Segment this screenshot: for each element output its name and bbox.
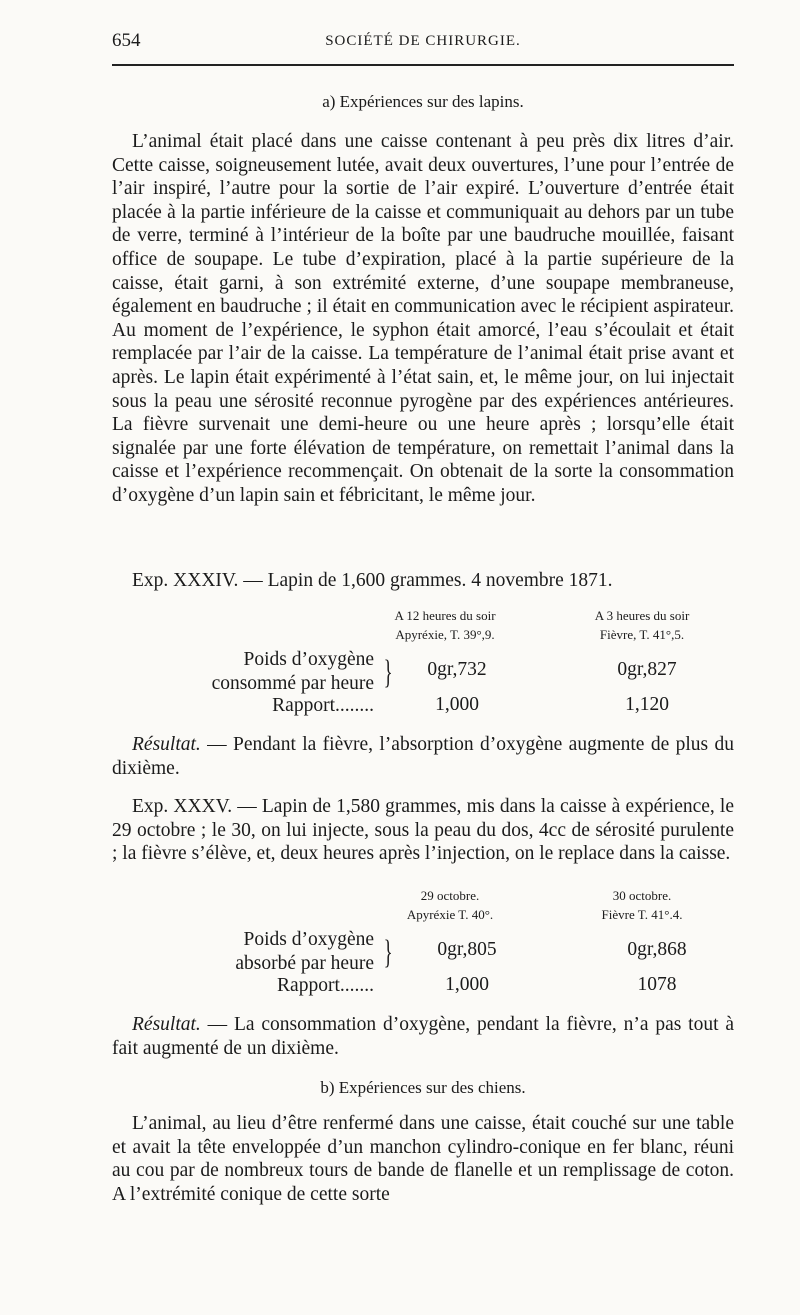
exp35-col1-head xyxy=(380,886,520,924)
paragraph-text: L’animal, au lieu d’être renfermé dans une caisse, était couché sur une table et avait la tête enveloppée d’un manchon cylindro-conique en fer blanc, réuni au cou par de nombreux tours de bande de flanelle et un remplissage de coton. A l’extrémité conique de cette sorte xyxy=(112,1113,734,1205)
paragraph-text: Exp. XXXV. — Lapin de 1,580 grammes, mis dans la caisse à expérience, le 29 octobre ; le 30, on lui injecte, sous la peau du dos, 4cc de sérosité purulente ; la fièvre s’élève, et, deux heures après l’injection, on le replace dans la caisse. xyxy=(112,796,734,865)
col-head-line: Apyréxie T. 40°. xyxy=(406,907,494,922)
exp34-row1-val1: 0gr,732 xyxy=(427,659,487,680)
col-head-line: 29 octobre. xyxy=(420,888,480,903)
row-label-line: consommé par heure xyxy=(211,673,374,694)
page-number: 654 xyxy=(112,30,141,51)
running-title: SOCIÉTÉ DE CHIRURGIE. xyxy=(325,33,521,49)
brace-symbol: } xyxy=(383,654,393,691)
exp35-result xyxy=(112,1013,734,1061)
exp34-row1-label xyxy=(162,648,374,696)
exp34-col1-head xyxy=(360,606,530,644)
exp34-title: Exp. XXXIV. — Lapin de 1,600 grammes. 4 novembre 1871. xyxy=(132,570,613,591)
exp34-row2-val1: 1,000 xyxy=(435,694,479,715)
exp34-row2-label: Rapport........ xyxy=(272,695,374,716)
row-label-line: Poids d’oxygène xyxy=(243,929,374,950)
exp35-row1-label xyxy=(162,928,374,976)
result-label: Résultat. xyxy=(132,734,201,755)
col-head-line: 30 octobre. xyxy=(612,888,672,903)
exp34-col2-head xyxy=(562,606,722,644)
exp34-row1-val2: 0gr,827 xyxy=(617,659,677,680)
section-a-heading: a) Expériences sur des lapins. xyxy=(322,92,524,111)
brace-symbol: } xyxy=(383,934,393,971)
section-a-paragraph xyxy=(112,130,734,508)
col-head-line: Fièvre, T. 41°,5. xyxy=(599,627,685,642)
row-label-line: Poids d’oxygène xyxy=(243,649,374,670)
exp35-row2-val1: 1,000 xyxy=(445,974,489,995)
exp35-row1-val1: 0gr,805 xyxy=(437,939,497,960)
exp34-table xyxy=(112,606,734,716)
col-head-line: Apyréxie, T. 39°,9. xyxy=(395,627,495,642)
result-text: — La consommation d’oxygène, pendant la fièvre, n’a pas tout à fait augmenté de un dixième. xyxy=(112,1014,734,1059)
section-b-paragraph xyxy=(112,1112,734,1206)
col-head-line: A 3 heures du soir xyxy=(594,608,690,623)
page-header xyxy=(112,30,734,52)
result-text: — Pendant la fièvre, l’absorption d’oxygène augmente de plus du dixième. xyxy=(112,734,734,779)
exp35-row1-val2: 0gr,868 xyxy=(627,939,687,960)
exp35-row2-val2: 1078 xyxy=(637,974,677,995)
exp34-row2-val2: 1,120 xyxy=(625,694,669,715)
exp35-title xyxy=(112,795,734,866)
exp35-col2-head xyxy=(572,886,712,924)
col-head-line: Fièvre T. 41°.4. xyxy=(601,907,683,922)
exp35-row2-label: Rapport....... xyxy=(277,975,374,996)
paragraph-text: L’animal était placé dans une caisse contenant à peu près dix litres d’air. Cette caisse, soigneusement lutée, avait deux ouvertures, l’une pour l’entrée de l’air inspiré, l’autre pour la sortie de l’air expiré. L’ouverture d’entrée était placée à la partie inférieure de la caisse et communiquait au dehors par un tube de verre, terminé à l’intérieur de la boîte par une baudruche mouillée, faisant office de soupape. Le tube d’expiration, placé à la partie supérieure de la caisse, était garni, à son extrémité externe, d’une soupape membraneuse, également en baudruche ; il était en communication avec le récipient aspirateur. Au moment de l’expérience, le syphon était amorcé, l’eau s’écoulait et était remplacée par l’air de la caisse. La température de l’animal était prise avant et après. Le lapin était expérimenté à l’état sain, et, le même jour, on lui injectait sous la peau une sérosité reconnue pyrogène par des expériences antérieures. La fièvre survenait une demi-heure ou une heure après ; lorsqu’elle était signalée par une forte élévation de température, on remettait l’animal dans la caisse et l’expérience recommençait. On obtenait de la sorte la consommation d’oxygène d’un lapin sain et fébricitant, le même jour. xyxy=(112,131,734,506)
header-rule xyxy=(112,64,734,66)
section-b-heading: b) Expériences sur des chiens. xyxy=(320,1078,526,1097)
col-head-line: A 12 heures du soir xyxy=(394,608,496,623)
result-label: Résultat. xyxy=(132,1014,201,1035)
exp35-table xyxy=(112,886,734,996)
row-label-line: absorbé par heure xyxy=(235,953,374,974)
exp34-result xyxy=(112,733,734,781)
